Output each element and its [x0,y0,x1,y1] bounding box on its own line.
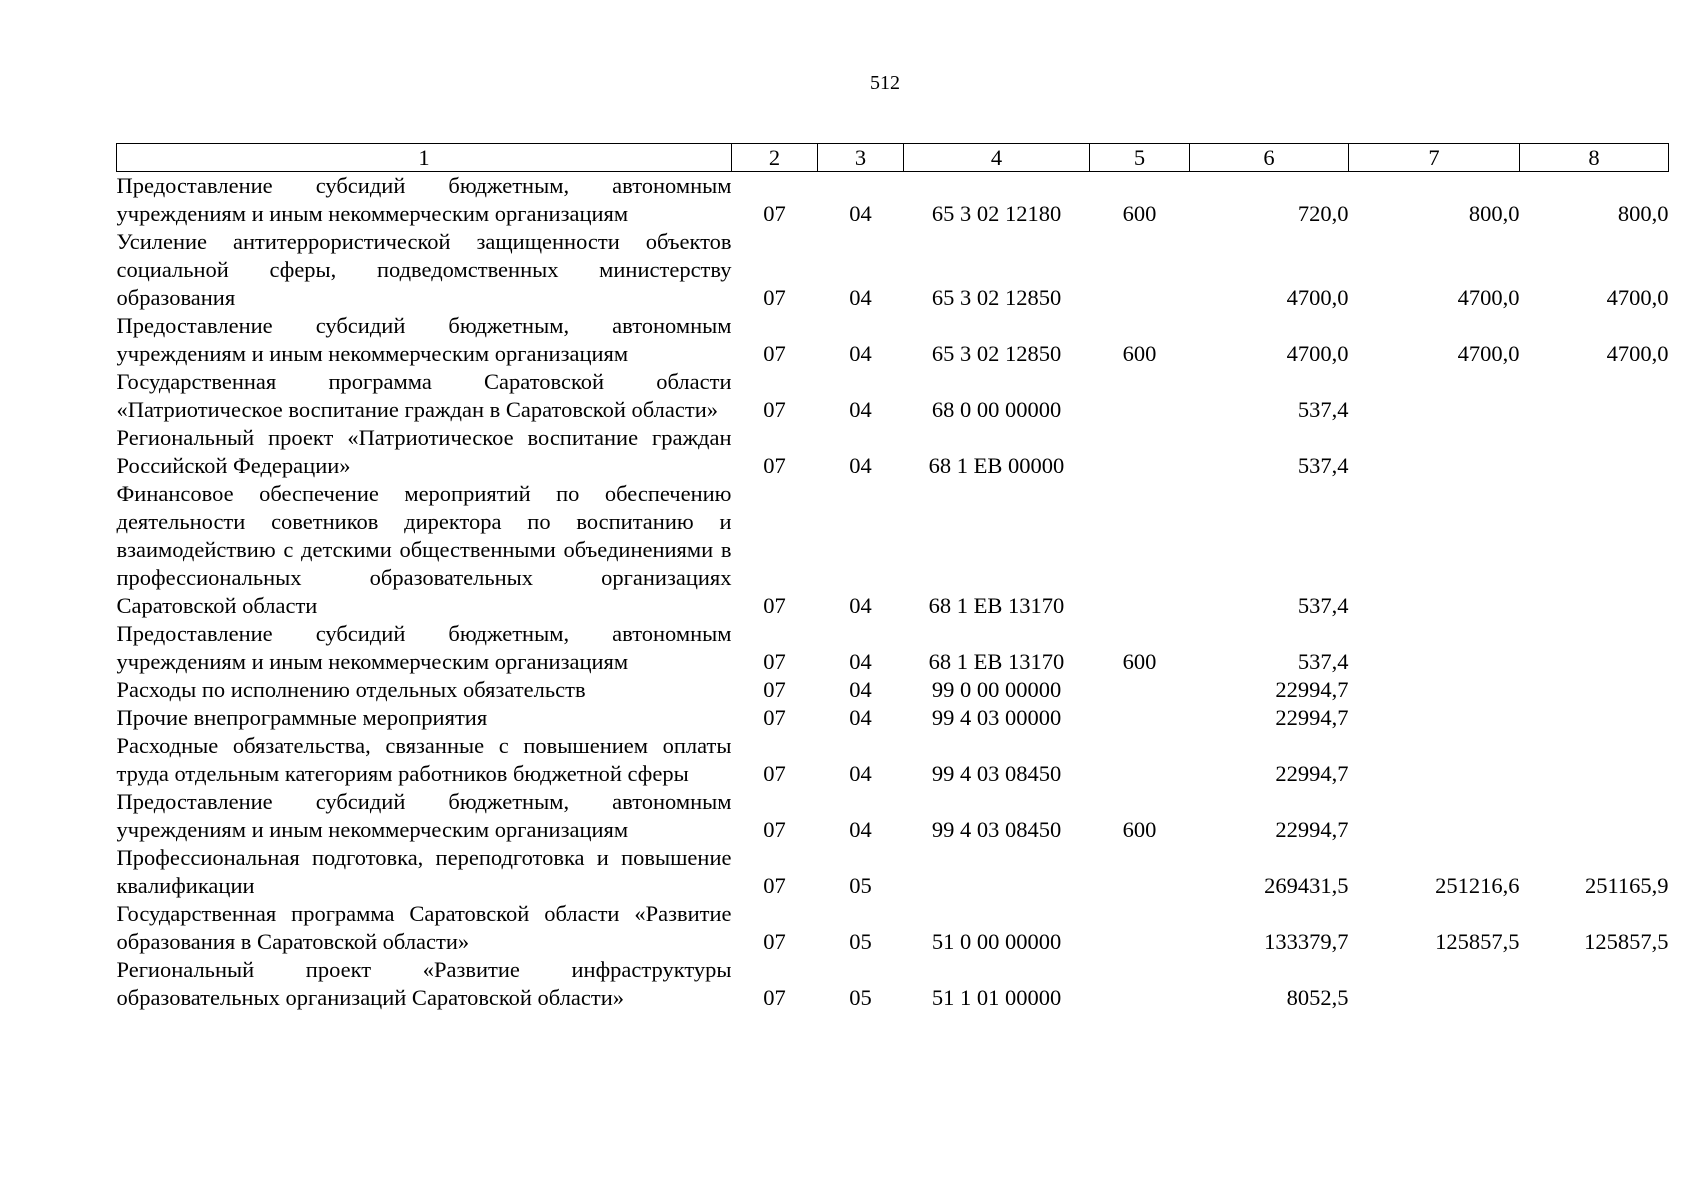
row-amount-col8: 251165,9 [1584,873,1669,898]
row-amount-col6: 537,4 [1297,649,1349,674]
row-section: 07 [763,985,786,1010]
row-amount-col7 [1349,676,1520,704]
row-amount-col7 [1349,424,1520,480]
row-expense-type: 600 [1122,341,1157,366]
row-section: 07 [763,929,786,954]
row-amount-col7 [1349,480,1520,620]
row-amount-col7 [1349,704,1520,732]
row-amount-col7: 4700,0 [1457,285,1520,310]
table-row [117,480,1669,620]
row-section: 07 [763,453,786,478]
table-header-row [117,144,1669,172]
row-section: 07 [763,873,786,898]
table-row [117,620,1669,676]
row-subsection: 04 [849,761,872,786]
table-row [117,732,1669,788]
row-name: Финансовое обеспечение мероприятий по обеспечению деятельности советников директора по воспитанию и взаимодействию с детскими общественными объединениями в профессиональных образовательных организациях Саратовской области [116,481,732,618]
table-row [117,676,1669,704]
row-amount-col6: 22994,7 [1275,705,1349,730]
row-section: 07 [763,677,786,702]
header-col-5: 5 [1090,144,1190,172]
row-section: 07 [763,285,786,310]
row-subsection: 04 [849,817,872,842]
row-section: 07 [763,817,786,842]
row-amount-col6: 4700,0 [1286,341,1349,366]
row-expense-type: 600 [1122,817,1157,842]
header-col-1: 1 [117,144,732,172]
header-col-2: 2 [732,144,818,172]
table-body [117,172,1669,1013]
row-name: Профессиональная подготовка, переподготовка и повышение квалификации [116,845,732,898]
header-col-4: 4 [904,144,1090,172]
row-amount-col8 [1520,676,1669,704]
row-target-article: 68 1 ЕВ 00000 [928,453,1065,478]
row-target-article: 68 1 ЕВ 13170 [928,649,1065,674]
row-name: Прочие внепрограммные мероприятия [116,705,488,730]
row-name: Предоставление субсидий бюджетным, автономным учреждениям и иным некоммерческим организациям [116,313,732,366]
table-row [117,424,1669,480]
row-target-article: 68 0 00 00000 [931,397,1062,422]
row-amount-col8 [1520,788,1669,844]
row-subsection: 05 [849,985,872,1010]
row-amount-col6: 8052,5 [1286,985,1349,1010]
row-amount-col6: 537,4 [1297,397,1349,422]
row-amount-col8 [1520,620,1669,676]
header-col-3: 3 [818,144,904,172]
budget-table [116,143,1669,1012]
header-col-8: 8 [1520,144,1669,172]
row-expense-type [1090,900,1190,956]
header-col-7: 7 [1349,144,1520,172]
row-expense-type [1090,424,1190,480]
row-subsection: 05 [849,873,872,898]
row-target-article: 65 3 02 12850 [931,341,1062,366]
row-amount-col8 [1520,704,1669,732]
row-name: Расходные обязательства, связанные с повышением оплаты труда отдельным категориям работников бюджетной сферы [116,733,732,786]
row-amount-col7 [1349,732,1520,788]
row-amount-col8 [1520,480,1669,620]
row-amount-col7 [1349,620,1520,676]
row-amount-col6: 537,4 [1297,593,1349,618]
row-target-article: 65 3 02 12180 [931,201,1062,226]
row-target-article: 99 4 03 00000 [931,705,1062,730]
table-row [117,228,1669,312]
table-row [117,704,1669,732]
row-section: 07 [763,593,786,618]
row-section: 07 [763,341,786,366]
row-subsection: 04 [849,705,872,730]
row-section: 07 [763,761,786,786]
row-expense-type: 600 [1122,201,1157,226]
table-row [117,900,1669,956]
row-target-article: 99 4 03 08450 [931,817,1062,842]
row-subsection: 04 [849,649,872,674]
table-row [117,368,1669,424]
row-amount-col6: 22994,7 [1275,761,1349,786]
row-subsection: 04 [849,677,872,702]
row-expense-type [1090,732,1190,788]
row-expense-type [1090,480,1190,620]
row-amount-col7: 251216,6 [1435,873,1520,898]
row-amount-col7 [1349,788,1520,844]
row-expense-type: 600 [1122,649,1157,674]
row-amount-col7 [1349,368,1520,424]
row-target-article: 99 4 03 08450 [931,761,1062,786]
row-amount-col8 [1520,424,1669,480]
row-amount-col8: 4700,0 [1606,341,1669,366]
row-name: Усиление антитеррористической защищенности объектов социальной сферы, подведомственных министерству образования [116,229,732,310]
row-amount-col8 [1520,368,1669,424]
row-amount-col6: 720,0 [1297,201,1349,226]
row-section: 07 [763,397,786,422]
row-target-article: 65 3 02 12850 [931,285,1062,310]
row-amount-col6: 4700,0 [1286,285,1349,310]
row-amount-col7: 800,0 [1468,201,1520,226]
table-row [117,788,1669,844]
header-col-6: 6 [1190,144,1349,172]
row-amount-col7 [1349,956,1520,1012]
row-name: Предоставление субсидий бюджетным, автономным учреждениям и иным некоммерческим организациям [116,173,732,226]
row-subsection: 04 [849,201,872,226]
row-subsection: 05 [849,929,872,954]
row-expense-type [1090,228,1190,312]
row-target-article: 51 0 00 00000 [931,929,1062,954]
row-expense-type [1090,704,1190,732]
row-subsection: 04 [849,341,872,366]
row-expense-type [1090,368,1190,424]
row-name: Государственная программа Саратовской области «Патриотическое воспитание граждан в Саратовской области» [116,369,732,422]
row-section: 07 [763,649,786,674]
row-amount-col8 [1520,956,1669,1012]
row-amount-col7: 125857,5 [1435,929,1520,954]
row-subsection: 04 [849,397,872,422]
row-amount-col6: 22994,7 [1275,677,1349,702]
row-amount-col8 [1520,732,1669,788]
row-expense-type [1090,844,1190,900]
row-amount-col8: 125857,5 [1584,929,1669,954]
table-row [117,172,1669,229]
row-amount-col6: 537,4 [1297,453,1349,478]
row-target-article: 99 0 00 00000 [931,677,1062,702]
table-row [117,844,1669,900]
table-row [117,956,1669,1012]
row-target-article: 51 1 01 00000 [931,985,1062,1010]
row-section: 07 [763,705,786,730]
row-name: Предоставление субсидий бюджетным, автономным учреждениям и иным некоммерческим организациям [116,789,732,842]
row-amount-col6: 133379,7 [1264,929,1349,954]
row-section: 07 [763,201,786,226]
row-expense-type [1090,676,1190,704]
page-number: 512 [870,72,900,94]
row-name: Расходы по исполнению отдельных обязательств [116,677,586,702]
row-subsection: 04 [849,285,872,310]
row-target-article: 68 1 ЕВ 13170 [928,593,1065,618]
row-name: Региональный проект «Патриотическое воспитание граждан Российской Федерации» [116,425,732,478]
row-expense-type [1090,956,1190,1012]
row-amount-col6: 22994,7 [1275,817,1349,842]
row-amount-col8: 800,0 [1617,201,1669,226]
row-amount-col6: 269431,5 [1264,873,1349,898]
row-amount-col7: 4700,0 [1457,341,1520,366]
row-name: Государственная программа Саратовской области «Развитие образования в Саратовской области» [116,901,732,954]
row-name: Региональный проект «Развитие инфраструктуры образовательных организаций Саратовской области» [116,957,732,1010]
row-target-article [904,844,1090,900]
row-subsection: 04 [849,593,872,618]
table-row [117,312,1669,368]
row-subsection: 04 [849,453,872,478]
row-amount-col8: 4700,0 [1606,285,1669,310]
row-name: Предоставление субсидий бюджетным, автономным учреждениям и иным некоммерческим организациям [116,621,732,674]
